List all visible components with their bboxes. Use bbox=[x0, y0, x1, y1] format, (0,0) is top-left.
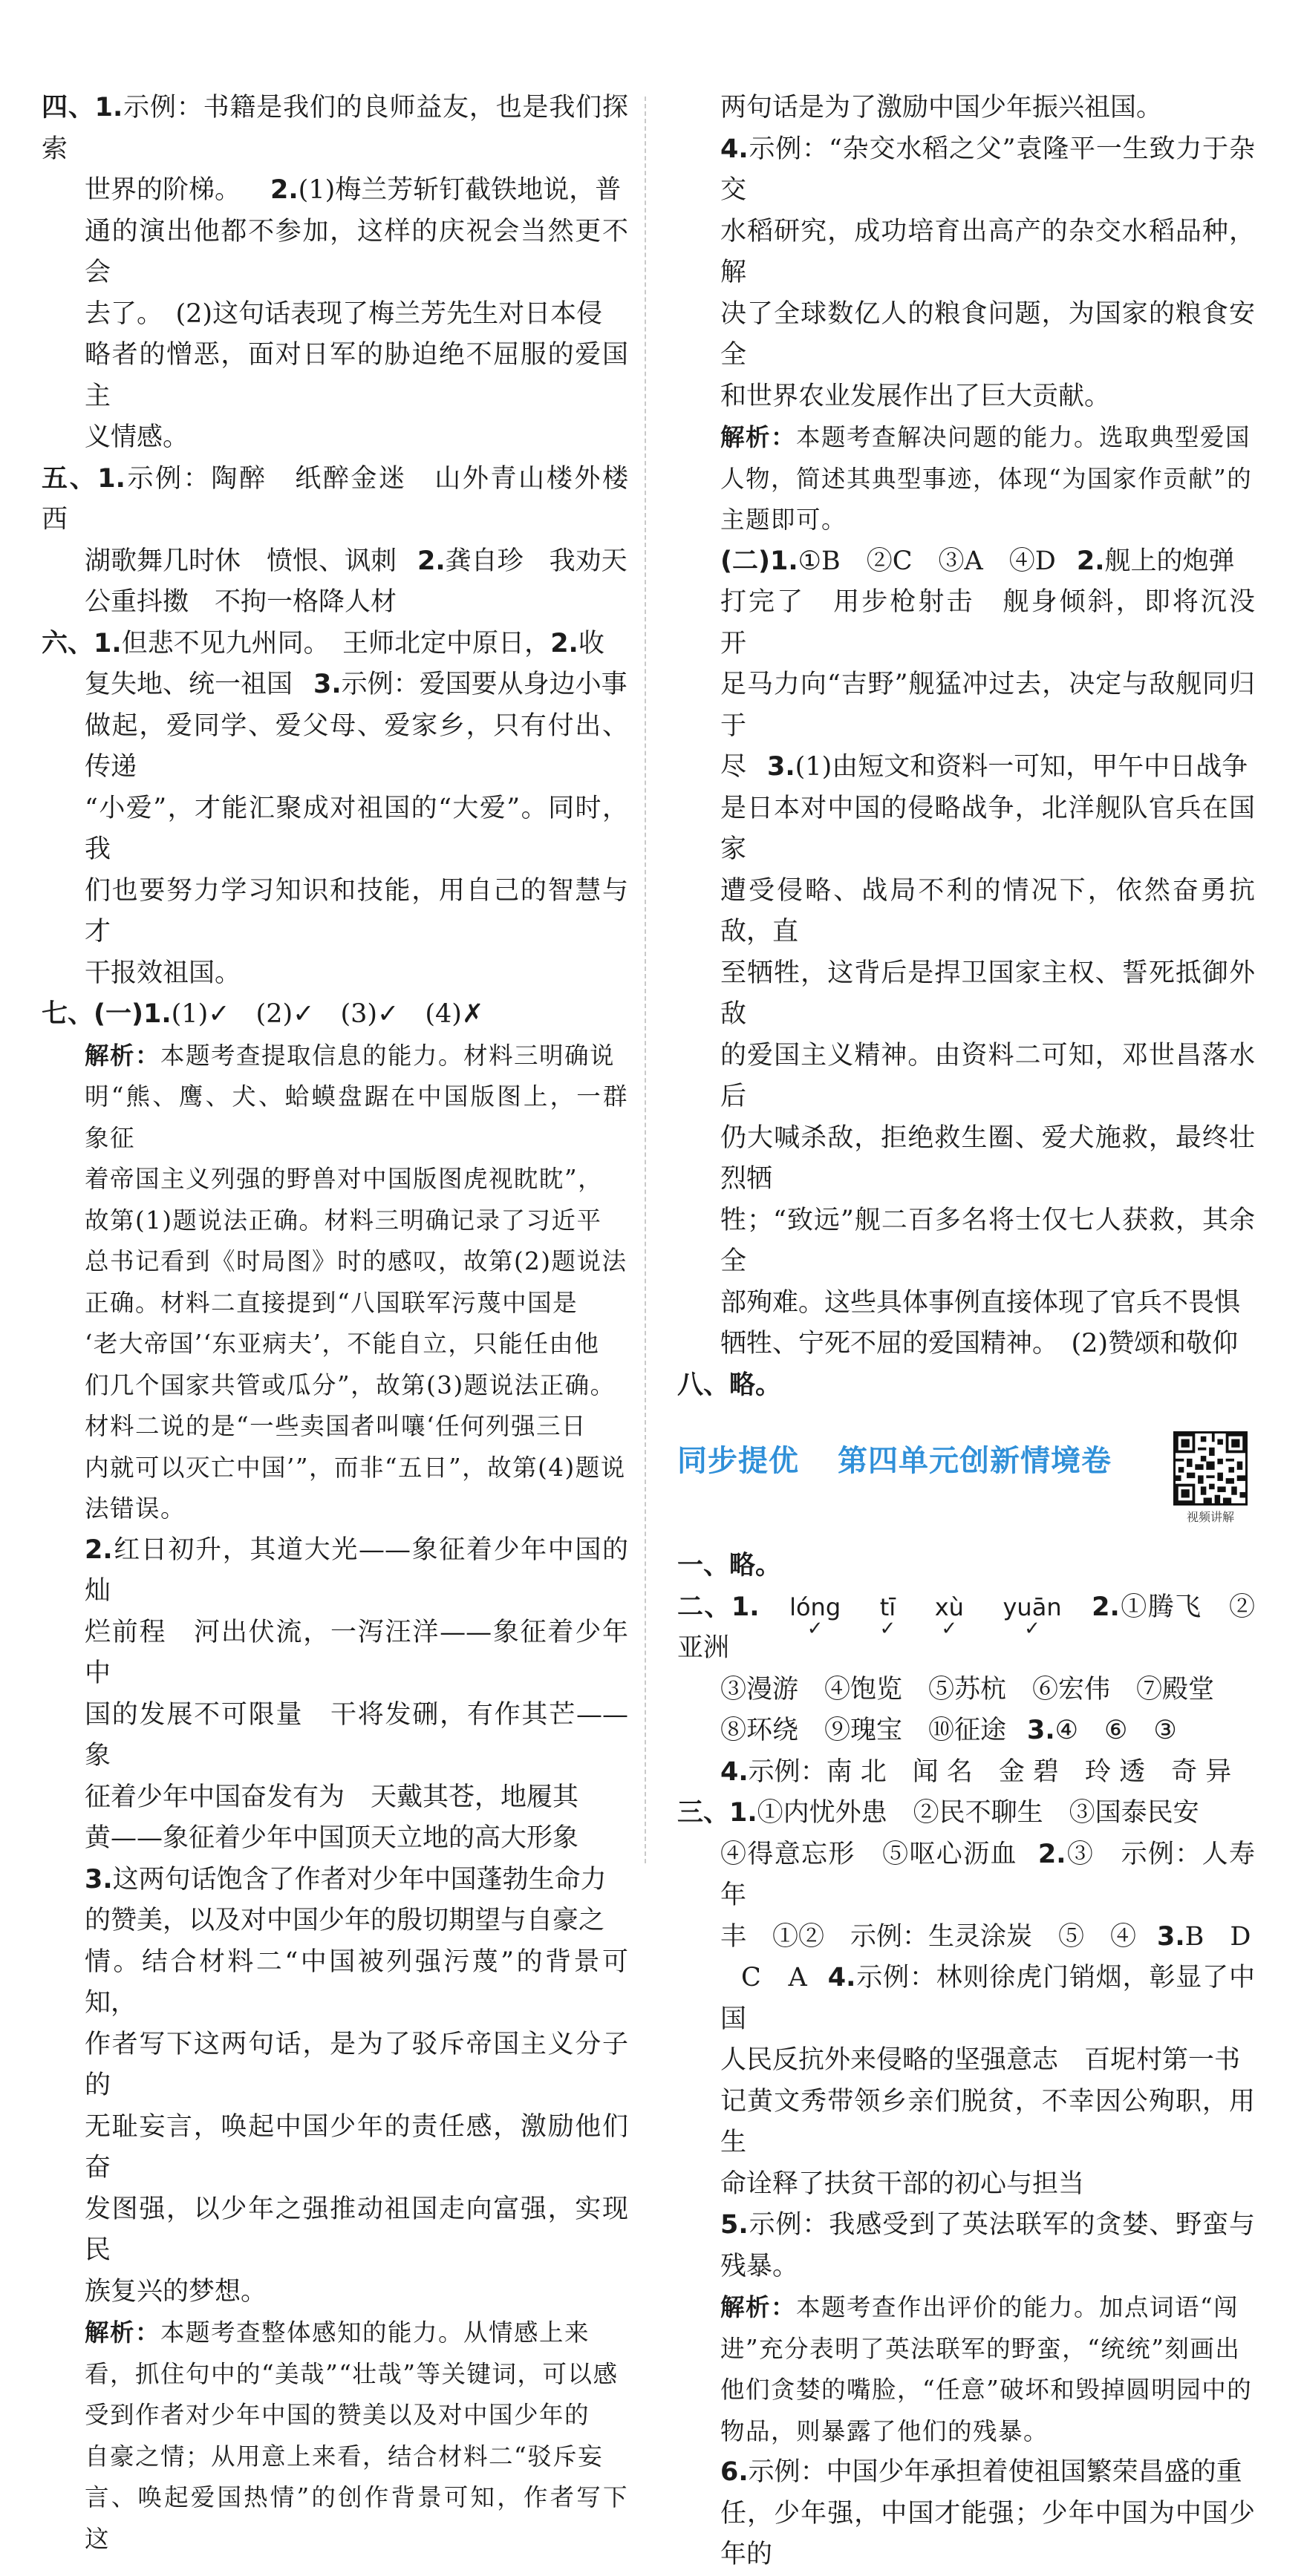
left-column bbox=[42, 88, 654, 2560]
check-icon: ✓ bbox=[879, 1618, 896, 1640]
section-6-line-1: 六、1.但悲不见九州同。 王师北定中原日，2.收 bbox=[42, 628, 604, 658]
section-5-line-1: 五、1.示例：陶醉 纸醉金迷 山外青山楼外楼 西 bbox=[42, 463, 654, 535]
section-6-line-6: 干报效祖国。 bbox=[85, 958, 241, 988]
section-4-line-6: 义情感。 bbox=[85, 422, 189, 452]
new-section-3: 三、1.①内忧外患 ②民不聊生 ③国泰民安 ④得意忘形 ⑤呕心沥血 2.③ 示例：人寿年 丰 ①② 示例：生灵涂炭 ⑤ ④ 3.B D C A 4.示例：林则徐虎门销烟，彰显了中国 人民反抗外来侵略的坚强意志 百坭村第一书 记黄文秀带领乡亲们脱贫，不幸因公殉职，用生 命诠释了扶贫干部的初心与担当 5.示例：我感受到了英法联军的贪婪、野蛮与残暴。 解析：本题考查作出评价的能力。加点词语“闯 进”充分表明了英法联军的野蛮，“统统”刻画出 他们贪婪的嘴脸，“任意”破坏和毁掉圆明园中的 物品，则暴露了他们的残暴。 6.示例：中国少年承担着使祖国繁荣昌盛的重 任，少年强，中国才能强；少年中国为中国少年的 bbox=[677, 1798, 1255, 2569]
unit-heading bbox=[677, 1431, 1255, 1526]
question-4-explanation: 解析：本题考查解决问题的能力。选取典型爱国 人物，简述其典型事迹，体现“为国家作贡献”的 主题即可。 bbox=[720, 423, 1253, 534]
section-4-line-2: 世界的阶梯。 2.(1)梅兰芳斩钉截铁地说，普 bbox=[85, 175, 622, 205]
section-7-explanation-1: 解析：本题考查提取信息的能力。材料三明确说 明“熊、鹰、犬、蛤蟆盘踞在中国版图上，一群象征 着帝国主义列强的野兽对中国版图虎视眈眈”， 故第(1)题说法正确。材料三明确记录了习近平 总书记看到《时局图》时的感叹，故第(2)题说法 正确。材料二直接提到“八国联军污蔑中国是 ‘老大帝国’‘东亚病夫’，不能自立，只能任由他 们几个国家共管或瓜分”，故第(3)题说法正确。 材料二说的是“一些卖国者叫嚷‘任何列强三日 内就可以灭亡中国’”，而非“五日”，故第(4)题说 法错误。 bbox=[85, 1041, 628, 1523]
section-6-line-2: 复失地、统一祖国 3.示例：爱国要从身边小事 bbox=[85, 670, 627, 699]
section-4-line-4: 去了。 (2)这句话表现了梅兰芳先生对日本侵 bbox=[85, 298, 603, 329]
qr-block[interactable] bbox=[1170, 1431, 1251, 1526]
section-6-line-4: “小爱”，才能汇聚成对祖国的“大爱”。同时，我 bbox=[85, 793, 628, 864]
section-4-line-5: 略者的憎恶，面对日军的胁迫绝不屈服的爱国主 bbox=[85, 340, 628, 411]
section-5-line-3: 公重抖擞 不拘一格降人材 bbox=[85, 587, 397, 617]
check-icon: ✓ bbox=[941, 1618, 958, 1640]
qr-pattern bbox=[1176, 1434, 1245, 1503]
new-section-1: 一、略。 bbox=[677, 1551, 782, 1580]
qr-code-icon[interactable] bbox=[1173, 1431, 1248, 1506]
pinyin-2: tī ✓ bbox=[879, 1592, 896, 1640]
pinyin-4: yuān ✓ bbox=[1003, 1592, 1062, 1640]
pinyin-1: lóng ✓ bbox=[789, 1592, 841, 1640]
section-6-line-5: 们也要努力学习知识和技能，用自己的智慧与才 bbox=[85, 875, 628, 947]
section-7-question-3: 3.这两句话饱含了作者对少年中国蓬勃生命力 的赞美，以及对中国少年的殷切期望与自豪之 情。结合材料二“中国被列强污蔑”的背景可知， 作者写下这两句话，是为了驳斥帝国主义分子的 无耻妄言，唤起中国少年的责任感，激励他们奋 发图强，以少年之强推动祖国走向富强，实现民 族复兴的梦想。 bbox=[85, 1864, 628, 2307]
section-7-line-1: 七、(一)1.(1)✓ (2)✓ (3)✓ (4)✗ bbox=[42, 999, 484, 1029]
question-4: 4.示例：“杂交水稻之父”袁隆平一生致力于杂交 水稻研究，成功培育出高产的杂交水稻品种，解 决了全球数亿人的粮食问题，为国家的粮食安全 和世界农业发展作出了巨大贡献。 bbox=[720, 134, 1255, 411]
section-6-line-3: 做起，爱同学、爱父母、爱家乡，只有付出、传递 bbox=[85, 710, 628, 782]
question-5-explanation: 解析：本题考查作出评价的能力。加点词语“闯 进”充分表明了英法联军的野蛮，“统统”刻画出 他们贪婪的嘴脸，“任意”破坏和毁掉圆明园中的 物品，则暴露了他们的残暴。 bbox=[720, 2293, 1253, 2445]
part-2: (二)1.①B ②C ③A ④D 2.舰上的炮弹 打完了 用步枪射击 舰身倾斜，即将沉没 开 足马力向“吉野”舰猛冲过去，决定与敌舰同归于 尽 3.(1)由短文和资料一可知，甲午中日战争 是日本对中国的侵略战争，北洋舰队官兵在国家 遭受侵略、战局不利的情况下，依然奋勇抗敌，直 至牺牲，这背后是捍卫国家主权、誓死抵御外敌 的爱国主义精神。由资料二可知，邓世昌落水后 仍大喊杀敌，拒绝救生圈、爱犬施救，最终壮烈牺 牲；“致远”舰二百多名将士仅七人获救，其余全 部殉难。这些具体事例直接体现了官兵不畏惧 牺牲、宁死不屈的爱国精神。 (2)赞颂和敬仰 bbox=[720, 546, 1282, 1359]
section-7-explanation-3: 解析：本题考查整体感知的能力。从情感上来 看，抓住句中的“美哉”“壮哉”等关键词，可以感 受到作者对少年中国的赞美以及对中国少年的 自豪之情；从用意上来看，结合材料二“驳斥妄 言、唤起爱国热情”的创作背景可知，作者写下这 bbox=[85, 2318, 628, 2553]
check-icon: ✓ bbox=[806, 1618, 824, 1640]
section-7 bbox=[42, 994, 628, 2560]
section-5-line-2: 湖歌舞几时休 愤恨、讽刺 2.龚自珍 我劝天 bbox=[85, 546, 627, 576]
section-4-line-1: 四、1.示例：书籍是我们的良师益友，也是我们探索 bbox=[42, 93, 628, 164]
section-5 bbox=[42, 459, 654, 624]
unit-title: 同步提优 第四单元创新情境卷 bbox=[677, 1444, 1112, 1478]
section-7-question-2: 2.红日初升，其道大光——象征着少年中国的灿 烂前程 河出伏流，一泻汪洋——象征着少年中 国的发展不可限量 干将发硎，有作其芒——象 征着少年中国奋发有为 天戴其苍，地履其 黄——象征着少年中国顶天立地的高大形象 bbox=[85, 1534, 628, 1853]
right-continuation: 两句话是为了激励中国少年振兴祖国。 bbox=[720, 93, 1163, 122]
check-icon: ✓ bbox=[1024, 1618, 1040, 1640]
right-column bbox=[677, 88, 1282, 2576]
qr-caption: 视频讲解 bbox=[1186, 1510, 1234, 1524]
section-8: 八、略。 bbox=[677, 1370, 782, 1400]
section-6 bbox=[42, 624, 628, 995]
section-4 bbox=[42, 88, 628, 459]
column-divider bbox=[645, 97, 646, 1863]
pinyin-3: xù ✓ bbox=[934, 1592, 964, 1640]
section-4-line-3: 通的演出他都不参加，这样的庆祝会当然更不会 bbox=[85, 216, 628, 287]
new-section-2: 二、1. lóng ✓ tī ✓ xù ✓ yuān ✓ 2.①腾飞 ②亚洲 ③漫游 ④饱览 ⑤苏杭 ⑥宏伟 ⑦殿堂 ⑧环绕 ⑨瑰宝 ⑩征途 3.④ ⑥ ③ 4.示例：南 北 闻 名 金 碧 玲 透 奇 异 bbox=[677, 1587, 1255, 1794]
